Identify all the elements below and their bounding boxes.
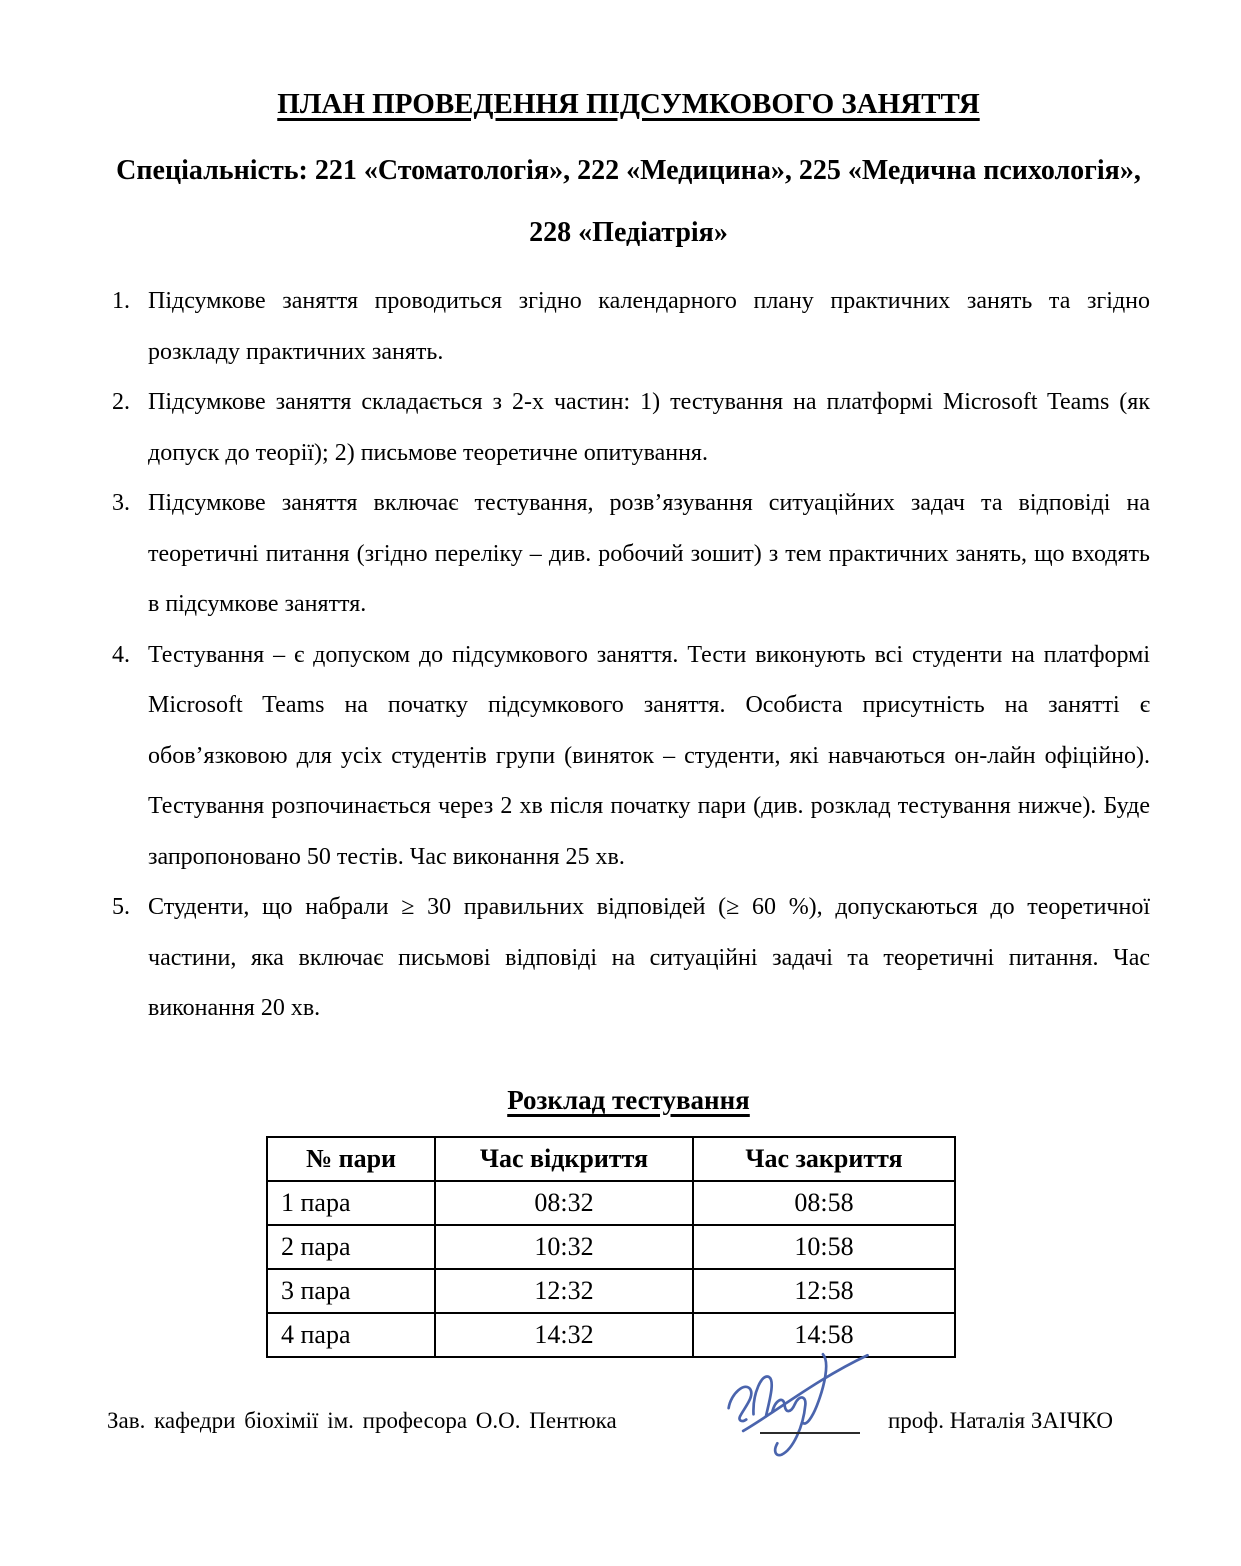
column-header-close-time: Час закриття [693, 1137, 955, 1181]
professor-name-label: проф. Наталія ЗАІЧКО [888, 1407, 1113, 1433]
cell-pair: 3 пара [267, 1269, 435, 1313]
cell-open-time: 14:32 [435, 1313, 693, 1357]
cell-close-time: 08:58 [693, 1181, 955, 1225]
cell-open-time: 10:32 [435, 1225, 693, 1269]
list-item-text: Підсумкове заняття складається з 2-х частин: 1) тестування на платформі Microsoft Teams (як допуск до теорії); 2) письмове теоретичне опитування. [148, 389, 1150, 466]
list-item-number: 4. [112, 641, 130, 668]
table-row [267, 1225, 955, 1269]
plan-list [107, 276, 1150, 1034]
list-item-number: 3. [112, 490, 130, 516]
cell-close-time: 14:58 [693, 1313, 955, 1357]
cell-pair: 4 пара [267, 1313, 435, 1357]
schedule-heading: Розклад тестування [507, 1084, 750, 1115]
list-item-number: 1. [112, 288, 130, 314]
list-item-text: Підсумкове заняття включає тестування, розв’язування ситуаційних задач та відповіді на теоретичні питання (згідно переліку – див. робочий зошит) з тем практичних занять, що входять в підсумкове заняття. [148, 490, 1150, 617]
list-item-text: Тестування – є допуском до підсумкового заняття. Тести виконують всі студенти на платформі Microsoft Teams на початку підсумкового заняття. Особиста присутність на занятті є обов’язковою для усіх студентів групи (виняток – студенти, які навчаються он-лайн офіційно). Тестування розпочинається через 2 хв після початку пари (див. розклад тестування нижче). Буде запропоновано 50 тестів. Час виконання 25 хв. [148, 641, 1150, 870]
table-row [267, 1269, 955, 1313]
cell-pair: 1 пара [267, 1181, 435, 1225]
cell-close-time: 12:58 [693, 1269, 955, 1313]
list-item [107, 630, 1150, 883]
list-item [107, 882, 1150, 1034]
table-row [267, 1181, 955, 1225]
list-item-text: Студенти, що набрали ≥ 30 правильних відповідей (≥ 60 %), допускаються до теоретичної частини, яка включає письмові відповіді на ситуаційні задачі та теоретичні питання. Час виконання 20 хв. [148, 894, 1150, 1021]
list-item-number: 5. [112, 894, 130, 920]
list-item-text: Підсумкове заняття проводиться згідно календарного плану практичних занять та згідно розкладу практичних занять. [148, 288, 1150, 365]
handwritten-signature [717, 1348, 875, 1462]
page-title: ПЛАН ПРОВЕДЕННЯ ПІДСУМКОВОГО ЗАНЯТТЯ [277, 88, 980, 120]
list-item-number: 2. [112, 389, 130, 415]
column-header-open-time: Час відкриття [435, 1137, 693, 1181]
list-item [107, 478, 1150, 630]
list-item [107, 276, 1150, 377]
signature-block [107, 1406, 1150, 1536]
signature-line [760, 1432, 860, 1434]
cell-open-time: 12:32 [435, 1269, 693, 1313]
list-item [107, 377, 1150, 478]
column-header-pair: № пари [267, 1137, 435, 1181]
cell-open-time: 08:32 [435, 1181, 693, 1225]
specialty-subtitle: Спеціальність: 221 «Стоматологія», 222 «Медицина», 225 «Медична психологія», 228 «Педіатрія» [116, 155, 1141, 248]
cell-pair: 2 пара [267, 1225, 435, 1269]
cell-close-time: 10:58 [693, 1225, 955, 1269]
department-head-label: Зав. кафедри біохімії ім. професора О.О. Пентюка [107, 1407, 617, 1433]
testing-schedule-table [266, 1136, 956, 1358]
table-header-row [267, 1137, 955, 1181]
